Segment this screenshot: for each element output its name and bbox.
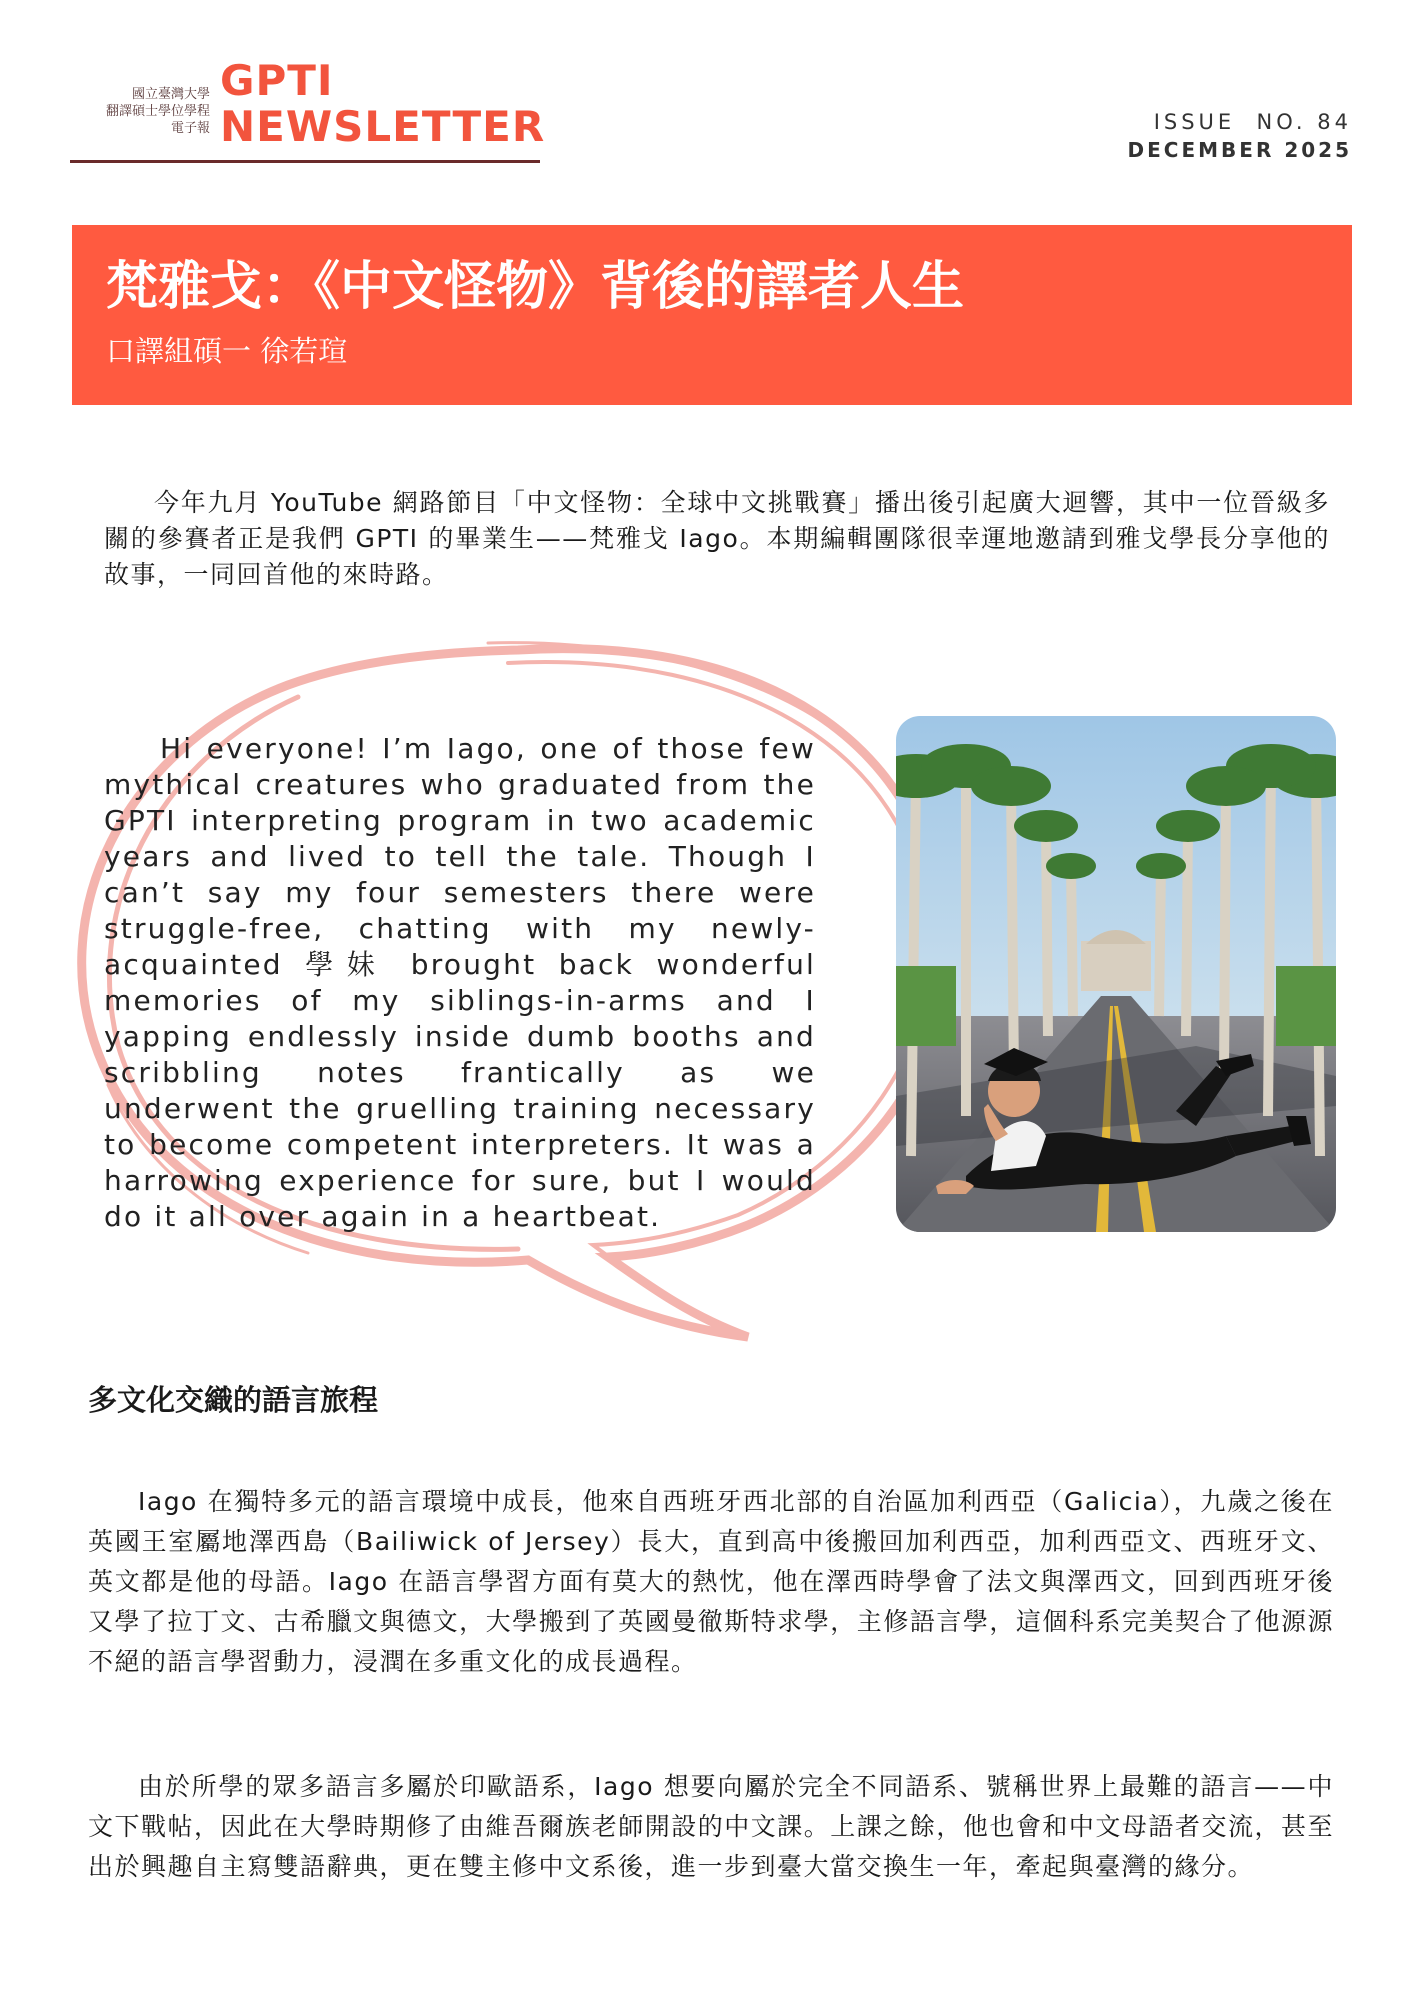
article-byline: 口譯組碩一 徐若瑄 bbox=[106, 334, 348, 368]
masthead-divider bbox=[70, 160, 540, 163]
org-line: 翻譯碩士學位學程 bbox=[105, 104, 210, 119]
body-paragraph: Iago 在獨特多元的語言環境中成長，他來自西班牙西北部的自治區加利西亞（Galicia），九歲之後在英國王室屬地澤西島（Bailiwick of Jersey）長大，直到高中後搬回加利西亞，加利西亞文、西班牙文、英文都是他的母語。Iago 在語言學習方面有莫大的熱忱，他在澤西時學會了法文與澤西文，回到西班牙後又學了拉丁文、古希臘文與德文，大學搬到了英國曼徹斯特求學，主修語言學，這個科系完美契合了他源源不絕的語言學習動力，浸潤在多重文化的成長過程。 bbox=[88, 1487, 1334, 1676]
org-line: 國立臺灣大學 bbox=[131, 87, 210, 102]
org-line: 電子報 bbox=[170, 121, 210, 136]
article-title: 梵雅戈：《中文怪物》背後的譯者人生 bbox=[106, 257, 965, 317]
graduation-photo bbox=[896, 716, 1336, 1232]
intro-paragraph: 今年九月 YouTube 網路節目「中文怪物：全球中文挑戰賽」播出後引起廣大迴響，其中一位晉級多關的參賽者正是我們 GPTI 的畢業生——梵雅戈 Iago。本期編輯團隊很幸運地邀請到雅戈學長分享他的故事，一同回首他的來時路。 bbox=[104, 488, 1330, 589]
issue-info bbox=[1128, 110, 1352, 162]
iago-quote: Hi everyone! I’m Iago, one of those few mythical creatures who graduated from the GPTI interpreting program in two academic years and lived to tell the tale. Though I can’t say my four semesters there were struggle-free, chatting with my newly-acquainted 學妹 brought back wonderful memories of my siblings-in-arms and I yapping endlessly inside dumb booths and scribbling notes frantically as we underwent the gruelling training necessary to become competent interpreters. It was a harrowing experience for sure, but I would do it all over again in a heartbeat. bbox=[104, 732, 816, 1233]
article-title-banner bbox=[72, 225, 1352, 405]
issue-date: DECEMBER 2025 bbox=[1127, 138, 1352, 162]
body-paragraph: 由於所學的眾多語言多屬於印歐語系，Iago 想要向屬於完全不同語系、號稱世界上最難的語言——中文下戰帖，因此在大學時期修了由維吾爾族老師開設的中文課。上課之餘，他也會和中文母語者交流，甚至出於興趣自主寫雙語辭典，更在雙主修中文系後，進一步到臺大當交換生一年，牽起與臺灣的緣分。 bbox=[88, 1772, 1334, 1881]
university-name bbox=[70, 86, 210, 137]
logo-line-newsletter: NEWSLETTER bbox=[220, 102, 546, 151]
section-heading: 多文化交織的語言旅程 bbox=[88, 1383, 379, 1417]
issue-number: ISSUE NO. 84 bbox=[1153, 110, 1352, 134]
masthead bbox=[70, 56, 546, 168]
newsletter-logo bbox=[220, 58, 545, 150]
logo-line-gpti: GPTI bbox=[220, 56, 334, 105]
